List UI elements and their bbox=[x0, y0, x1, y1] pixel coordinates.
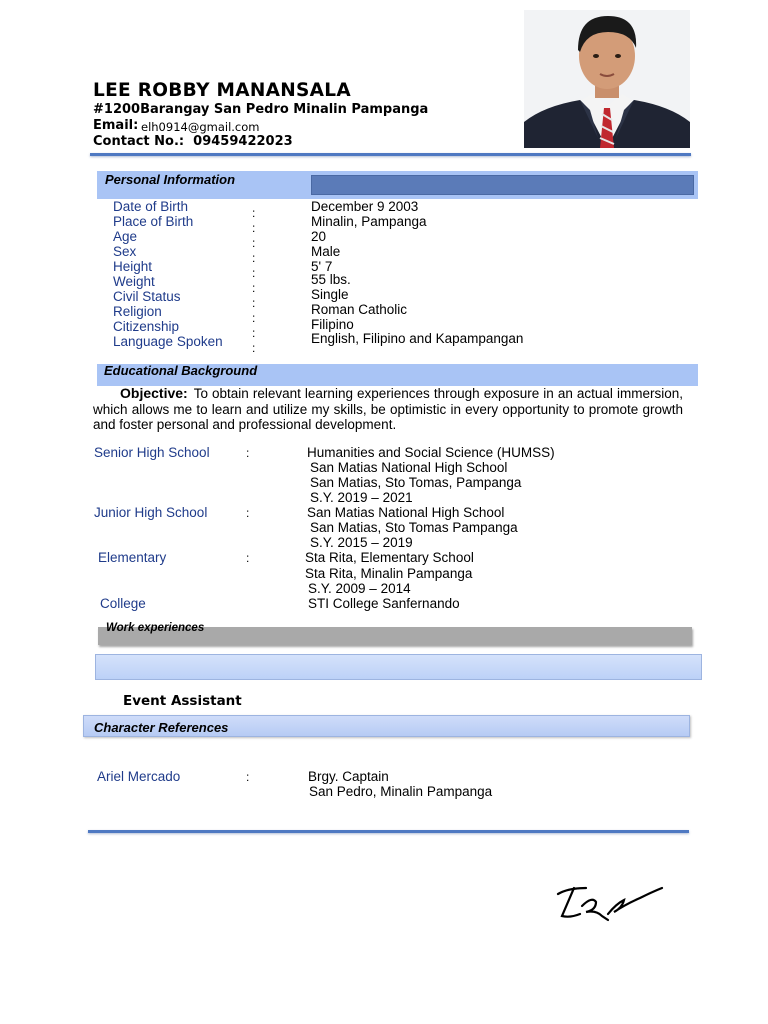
contact-value: 09459422023 bbox=[193, 134, 293, 149]
header-divider bbox=[90, 153, 691, 156]
applicant-name: LEE ROBBY MANANSALA bbox=[93, 80, 351, 101]
college-line: STI College Sanfernando bbox=[308, 596, 460, 611]
value-height: 5' 7 bbox=[311, 259, 333, 274]
colon: : bbox=[252, 311, 256, 325]
reference-name: Ariel Mercado bbox=[97, 769, 181, 784]
value-sex: Male bbox=[311, 244, 341, 259]
value-religion: Roman Catholic bbox=[311, 302, 408, 317]
character-references-title: Character References bbox=[94, 720, 229, 735]
value-citizenship: Filipino bbox=[311, 317, 354, 332]
objective-text: To obtain relevant learning experiences through exposure in an actual immersion, which allows me to learn and utilize my skills, be optimistic in every opportunity to promote growth and foster personal and professional development. bbox=[93, 386, 683, 432]
elementary-line: S.Y. 2009 – 2014 bbox=[308, 581, 411, 596]
senior-high-line: S.Y. 2019 – 2021 bbox=[310, 490, 413, 505]
colon: : bbox=[252, 206, 256, 220]
work-experience-title: Work experiences bbox=[106, 622, 205, 634]
colon: : bbox=[246, 551, 250, 565]
contact-line bbox=[93, 134, 293, 149]
label-citizenship: Citizenship bbox=[113, 319, 180, 334]
education-title: Educational Background bbox=[104, 363, 258, 378]
colon: : bbox=[252, 296, 256, 310]
value-language-spoken: English, Filipino and Kapampangan bbox=[311, 331, 524, 346]
label-civil-status: Civil Status bbox=[113, 289, 181, 304]
colon: : bbox=[246, 506, 250, 520]
senior-high-line: San Matias National High School bbox=[310, 460, 508, 475]
elementary-line: Sta Rita, Minalin Pampanga bbox=[305, 566, 473, 581]
junior-high-line: San Matias, Sto Tomas Pampanga bbox=[310, 520, 518, 535]
colon: : bbox=[252, 221, 256, 235]
colon: : bbox=[252, 326, 256, 340]
colon: : bbox=[252, 341, 256, 355]
colon: : bbox=[252, 236, 256, 250]
junior-high-line: San Matias National High School bbox=[307, 505, 505, 520]
email-value: elh0914@gmail.com bbox=[141, 120, 260, 134]
label-place-of-birth: Place of Birth bbox=[113, 214, 194, 229]
value-age: 20 bbox=[311, 229, 327, 244]
value-date-of-birth: December 9 2003 bbox=[311, 199, 419, 214]
value-weight: 55 lbs. bbox=[311, 272, 351, 287]
colon: : bbox=[252, 281, 256, 295]
label-college: College bbox=[100, 596, 146, 611]
objective-label: Objective: bbox=[120, 385, 188, 401]
personal-info-bar-fill bbox=[311, 175, 694, 195]
reference-line: Brgy. Captain bbox=[308, 769, 389, 784]
colon: : bbox=[246, 446, 250, 460]
objective-paragraph bbox=[93, 386, 683, 433]
profile-photo-icon bbox=[524, 10, 690, 148]
label-date-of-birth: Date of Birth bbox=[113, 199, 189, 214]
email-label: Email: bbox=[93, 118, 139, 133]
value-civil-status: Single bbox=[311, 287, 349, 302]
profile-photo bbox=[524, 10, 690, 148]
colon: : bbox=[252, 266, 256, 280]
reference-line: San Pedro, Minalin Pampanga bbox=[309, 784, 493, 799]
value-place-of-birth: Minalin, Pampanga bbox=[311, 214, 427, 229]
colon: : bbox=[246, 770, 250, 784]
label-language-spoken: Language Spoken bbox=[113, 334, 223, 349]
signature-icon bbox=[552, 880, 668, 926]
personal-info-title: Personal Information bbox=[105, 172, 236, 187]
colon: : bbox=[252, 251, 256, 265]
applicant-address: #1200Barangay San Pedro Minalin Pampanga bbox=[93, 102, 429, 117]
label-sex: Sex bbox=[113, 244, 137, 259]
senior-high-line: San Matias, Sto Tomas, Pampanga bbox=[310, 475, 522, 490]
contact-label: Contact No.: bbox=[93, 134, 185, 149]
footer-divider bbox=[88, 830, 689, 833]
label-age: Age bbox=[113, 229, 138, 244]
work-experience-item: Event Assistant bbox=[123, 693, 242, 709]
label-elementary: Elementary bbox=[98, 550, 167, 565]
senior-high-line: Humanities and Social Science (HUMSS) bbox=[307, 445, 555, 460]
label-senior-high: Senior High School bbox=[94, 445, 210, 460]
work-experience-blank-bar bbox=[95, 654, 702, 680]
label-religion: Religion bbox=[113, 304, 162, 319]
label-weight: Weight bbox=[113, 274, 155, 289]
label-height: Height bbox=[113, 259, 153, 274]
label-junior-high: Junior High School bbox=[94, 505, 208, 520]
elementary-line: Sta Rita, Elementary School bbox=[305, 550, 474, 565]
junior-high-line: S.Y. 2015 – 2019 bbox=[310, 535, 413, 550]
